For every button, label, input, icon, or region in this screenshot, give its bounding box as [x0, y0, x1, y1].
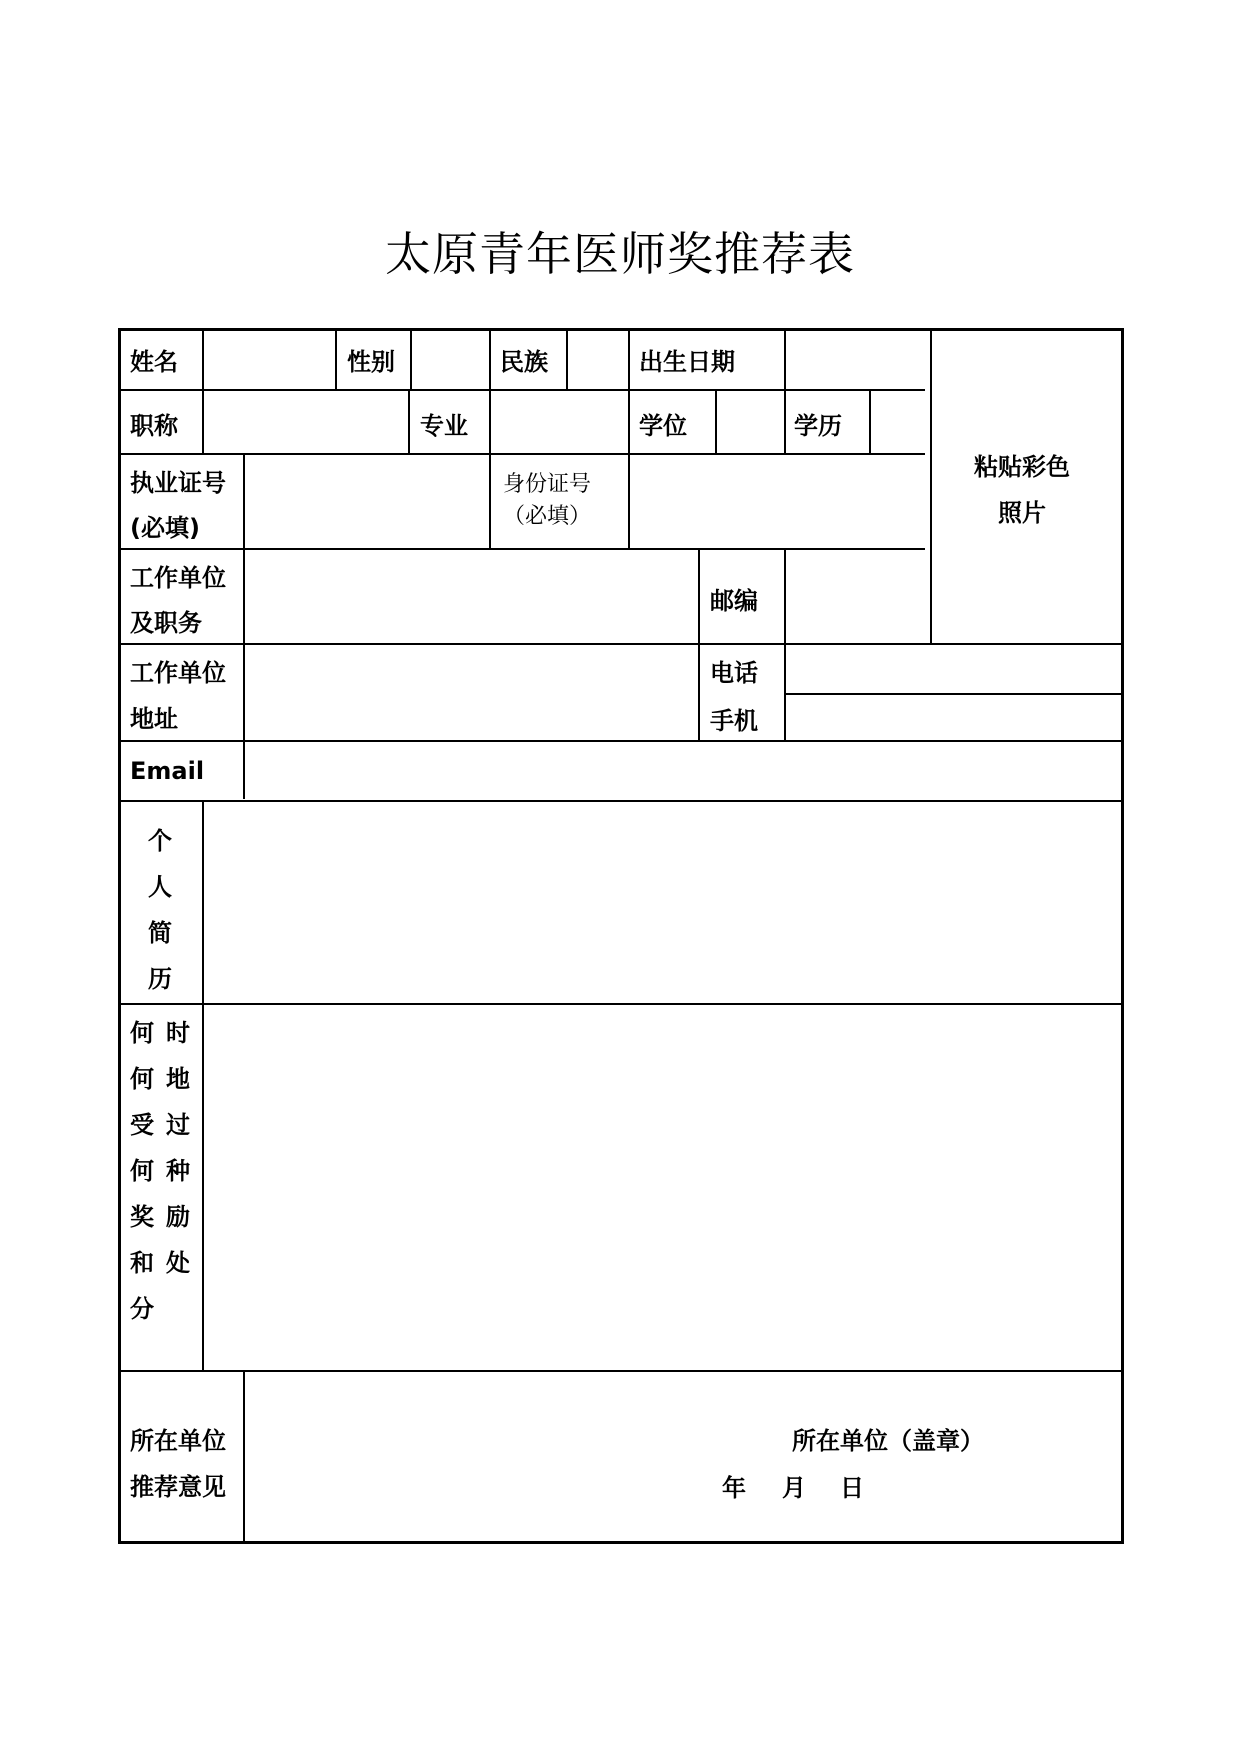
major-input-cell[interactable] [491, 391, 627, 452]
label-gender: 性别 [347, 348, 395, 376]
birth-date-input-cell[interactable] [786, 331, 929, 388]
label-id-line2: （必填） [503, 504, 592, 529]
awards-label-char: 奖 [130, 1203, 154, 1231]
date-year: 年 [722, 1474, 746, 1502]
label-phone: 电话 [710, 659, 758, 687]
date-month: 月 [782, 1474, 806, 1502]
label-email: Email [130, 757, 205, 785]
label-address-line2: 地址 [130, 705, 178, 733]
resume-input-cell[interactable] [204, 802, 1121, 1002]
education-input-cell[interactable] [871, 391, 929, 452]
col-divider [489, 453, 491, 548]
resume-label-char: 人 [148, 873, 172, 901]
recommend-input-cell[interactable] [245, 1372, 1121, 1542]
label-title: 职称 [130, 412, 178, 440]
col-divider [715, 389, 717, 453]
date-day: 日 [840, 1474, 864, 1502]
col-divider [335, 330, 337, 389]
label-id-line1: 身份证号 [503, 472, 592, 497]
photo-label-line2: 照片 [998, 499, 1046, 527]
title-input-cell[interactable] [204, 391, 407, 452]
seal-label: 所在单位（盖章） [792, 1427, 984, 1455]
page-title: 太原青年医师奖推荐表 [385, 227, 855, 281]
postcode-input-cell[interactable] [786, 550, 929, 642]
gender-input-cell[interactable] [412, 331, 488, 388]
awards-label-char: 种 [166, 1157, 190, 1185]
resume-label-char: 简 [148, 919, 172, 947]
label-ethnicity: 民族 [500, 348, 548, 376]
degree-input-cell[interactable] [630, 391, 714, 452]
phone-input-cell[interactable] [786, 645, 1121, 692]
awards-label-char: 分 [130, 1295, 154, 1323]
label-postcode: 邮编 [710, 587, 758, 615]
label-work-unit-line1: 工作单位 [130, 564, 226, 592]
label-work-unit-line2: 及职务 [130, 609, 202, 637]
awards-input-cell[interactable] [204, 1005, 1121, 1369]
address-input-cell[interactable] [245, 645, 697, 739]
photo-label-line1: 粘贴彩色 [974, 453, 1070, 481]
license-input-cell[interactable] [245, 455, 488, 547]
label-recommend-line2: 推荐意见 [130, 1473, 226, 1501]
mobile-input-cell[interactable] [786, 695, 1121, 739]
awards-label-char: 过 [166, 1111, 190, 1139]
awards-label-char: 地 [166, 1065, 190, 1093]
label-birth-date: 出生日期 [639, 348, 735, 376]
work-unit-input-cell[interactable] [245, 550, 697, 642]
label-recommend-line1: 所在单位 [130, 1427, 226, 1455]
email-input-cell[interactable] [245, 742, 1121, 799]
awards-label-char: 处 [166, 1249, 190, 1277]
label-name: 姓名 [130, 348, 178, 376]
resume-label-char: 历 [148, 965, 172, 993]
col-divider [930, 330, 932, 643]
label-education: 学历 [794, 412, 842, 440]
awards-label-char: 何 [130, 1065, 154, 1093]
col-divider [408, 389, 410, 453]
label-address-line1: 工作单位 [130, 659, 226, 687]
ethnicity-input-cell[interactable] [568, 331, 627, 388]
label-major: 专业 [420, 412, 468, 440]
label-license-line2: (必填) [130, 514, 200, 542]
awards-label-char: 受 [130, 1111, 154, 1139]
col-divider [698, 548, 700, 740]
label-license-line1: 执业证号 [130, 469, 226, 497]
id-input-cell[interactable] [630, 455, 929, 547]
awards-label-char: 和 [130, 1249, 154, 1277]
name-input-cell[interactable] [204, 331, 334, 388]
awards-label-char: 励 [166, 1203, 190, 1231]
awards-label-char: 时 [166, 1019, 190, 1047]
label-mobile: 手机 [710, 707, 758, 735]
awards-label-char: 何 [130, 1157, 154, 1185]
awards-label-char: 何 [130, 1019, 154, 1047]
label-degree: 学位 [639, 412, 687, 440]
resume-label-char: 个 [148, 827, 172, 855]
